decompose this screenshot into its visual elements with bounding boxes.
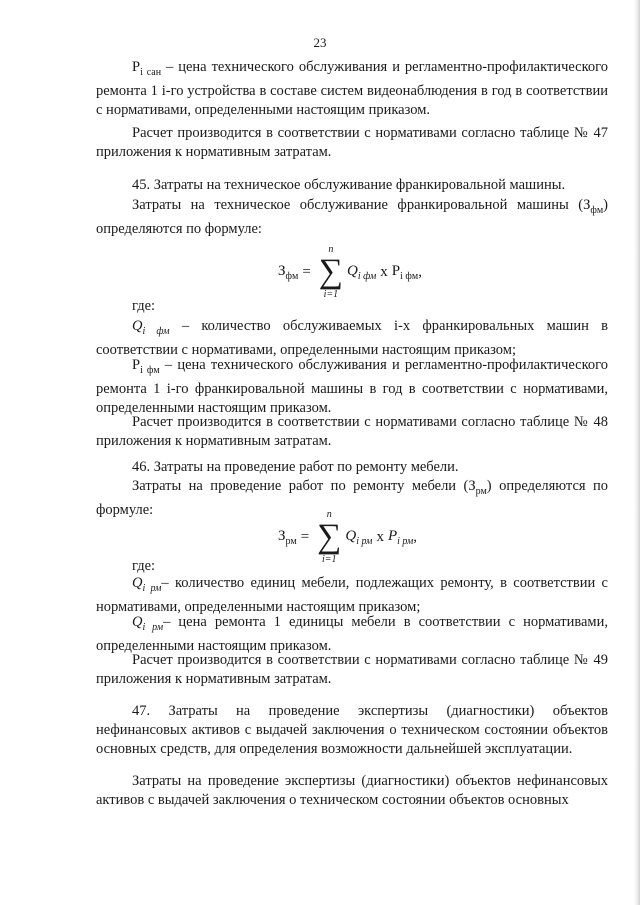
formula-end: , [413, 528, 418, 545]
definition-p-rm [96, 613, 608, 656]
formula-q: $Q_{i фм}$ [347, 262, 377, 282]
symbol-q: Q [132, 318, 143, 334]
formula-equals: = [302, 263, 311, 280]
section-47-intro: Затраты на проведение экспертизы (диагностики) объектов нефинансовых активов с выдачей заключения о техническом состоянии объектов основных [96, 773, 608, 808]
sum-upper-limit: n [328, 244, 334, 255]
symbol-sub: i рм [142, 582, 162, 594]
definition-q-fm [96, 317, 608, 360]
symbol-q: Q [132, 575, 143, 591]
formula-times: x [376, 528, 384, 545]
sum-operator [317, 509, 341, 565]
formula-equals: = [300, 528, 310, 545]
calc-note-48: Расчет производится в соответствии с нормативами согласно таблице № 48 приложения к нормативным затратам. [96, 414, 608, 449]
symbol-sub: i фм [140, 364, 160, 376]
sum-operator [319, 244, 343, 300]
where-label-45: где: [132, 298, 156, 314]
definition-p-fm [96, 356, 608, 418]
formula-times: x [380, 263, 388, 280]
where-label-46: где: [132, 558, 156, 574]
formula-end: , [418, 263, 422, 280]
definition-text: – цена технического обслуживания и регламентно-профилактического ремонта 1 i-го устройства в составе систем видеонаблюдения в год в соответствии с нормативами, определенными настоящим приказом. [96, 59, 608, 118]
symbol-p: P [132, 357, 141, 373]
section-45-heading: 45. Затраты на техническое обслуживание франкировальной машины. [132, 177, 566, 193]
definition-text: – количество обслуживаемых i-х франкировальных машин в соответствии с нормативами, определенными настоящим приказом; [96, 318, 608, 358]
formula-lhs: $З_{фм}$ [278, 262, 299, 282]
intro-end: ) определяются по формуле: [96, 197, 608, 237]
symbol-p: P [132, 59, 141, 75]
section-46-heading: 46. Затраты на проведение работ по ремонту мебели. [132, 459, 459, 475]
intro-sub: фм [590, 204, 604, 216]
formula-p: $P_{i фм}$ [391, 262, 419, 282]
intro-end: ) определяются по формуле: [96, 478, 609, 518]
definition-q-rm [96, 574, 608, 617]
definition-text: – цена технического обслуживания и регламентно-профилактического ремонта 1 i-го франкировальной машины в год в соответствии с нормативами, определенными настоящим приказом. [96, 357, 608, 416]
formula-46 [278, 509, 417, 565]
formula-q: $Q_{i рм}$ [345, 527, 373, 547]
definition-p-san [96, 58, 608, 120]
section-45-intro [96, 196, 608, 239]
sigma-icon: ∑ [317, 518, 342, 555]
sigma-icon: ∑ [318, 253, 344, 290]
section-47-heading: 47. Затраты на проведение экспертизы (диагностики) объектов нефинансовых активов с выдачей заключения о техническом состоянии объектов основных средств, для определения возможности дальнейшей эксплуатации. [96, 703, 608, 757]
calc-note-49: Расчет производится в соответствии с нормативами согласно таблице № 49 приложения к нормативным затратам. [96, 652, 608, 687]
intro-text: Затраты на проведение работ по ремонту мебели (З [132, 478, 476, 494]
definition-text: – цена ремонта 1 единицы мебели в соответствии с нормативами, определенными настоящим приказом. [96, 614, 608, 654]
intro-text: Затраты на техническое обслуживание франкировальной машины (З [132, 197, 591, 213]
calc-note-47: Расчет производится в соответствии с нормативами согласно таблице № 47 приложения к нормативным затратам. [96, 125, 608, 160]
symbol-sub: i фм [142, 325, 170, 337]
formula-45 [278, 244, 422, 300]
sum-lower-limit: i=1 [323, 289, 339, 300]
definition-text: – количество единиц мебели, подлежащих ремонту, в соответствии с нормативами, определенными настоящим приказом; [96, 575, 608, 615]
page-number: 23 [313, 35, 327, 50]
intro-sub: рм [475, 485, 487, 497]
sum-lower-limit: i=1 [322, 554, 337, 565]
symbol-sub: i рм [142, 621, 164, 633]
formula-p: $P_{i рм}$ [387, 527, 414, 547]
scan-edge-shadow [634, 0, 640, 905]
sum-upper-limit: n [326, 509, 332, 520]
symbol-q: Q [132, 614, 143, 630]
symbol-sub: i сан [140, 66, 162, 78]
formula-lhs: $З_{рм}$ [278, 527, 297, 547]
